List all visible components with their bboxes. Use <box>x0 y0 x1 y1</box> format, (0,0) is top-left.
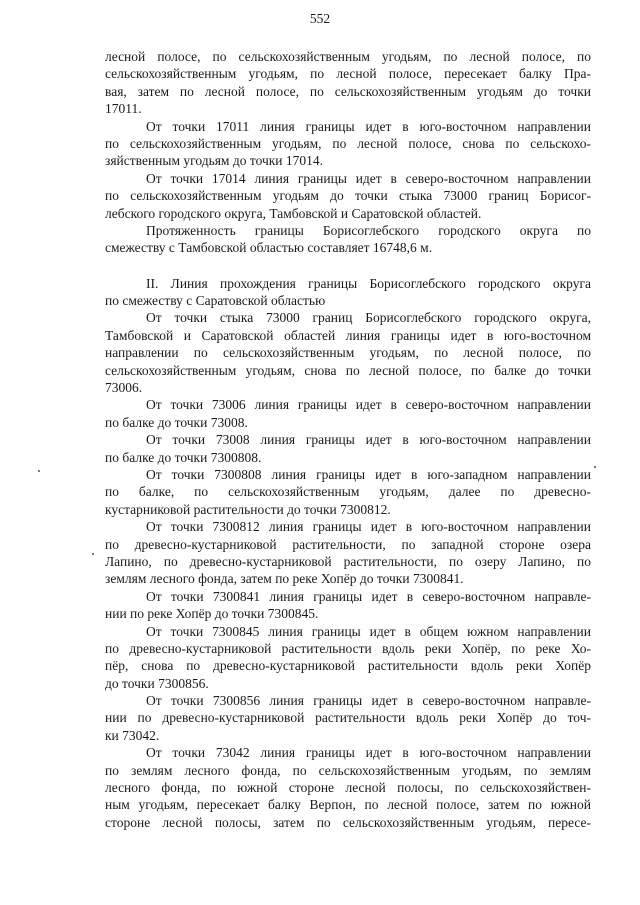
text-line: сельскохозяйственным угодьям, по лесной полосе, пересекает балку Пра- <box>105 66 591 82</box>
text-line: по балке до точки 73008. <box>105 414 248 430</box>
text-line: лесной полосе, по сельскохозяйственным угодьям, по лесной полосе, по <box>105 49 591 64</box>
text-line: нии по реке Хопёр до точки 7300845. <box>105 606 319 622</box>
paragraph <box>105 48 591 118</box>
text-line: Протяженность границы Борисоглебского городского округа по <box>146 222 591 238</box>
text-line: От точки 7300841 линия границы идет в северо-восточном направле- <box>146 588 591 604</box>
document-body <box>105 48 591 831</box>
text-line: нии по древесно-кустарниковой растительности вдоль реки Хопёр до точ- <box>105 710 591 726</box>
text-line: по смежеству с Саратовской областью <box>105 293 326 309</box>
text-line: смежеству с Тамбовской областью составляет 16748,6 м. <box>105 240 433 256</box>
text-line: лесного фонда, по южной стороне лесной полосы, по сельскохозяйствен- <box>105 780 591 796</box>
scan-speck <box>92 553 94 555</box>
text-line: кустарниковой растительности до точки 7300812. <box>105 501 391 517</box>
text-line: сельскохозяйственным угодьям, снова по лесной полосе, по балке до точки <box>105 362 591 378</box>
text-line: по сельскохозяйственным угодьям до точки стыка 73000 границ Борисог- <box>105 188 591 204</box>
paragraph <box>105 518 591 588</box>
text-line: 17011. <box>105 101 142 117</box>
text-line: II. Линия прохождения границы Борисоглебского городского округа <box>146 275 591 291</box>
text-line: по балке, по сельскохозяйственным угодьям, далее по древесно- <box>105 484 591 500</box>
page-number: 552 <box>309 11 331 26</box>
text-line: От точки 73042 линия границы идет в юго-восточном направлении <box>146 745 591 761</box>
text-line: до точки 7300856. <box>105 675 209 691</box>
text-line: вая, затем по лесной полосе, по сельскохозяйственным угодьям до точки <box>105 83 591 99</box>
text-line: землям лесного фонда, затем по реке Хопёр до точки 7300841. <box>105 571 464 587</box>
text-line: по древесно-кустарниковой растительности, по западной стороне озера <box>105 536 591 552</box>
paragraph <box>105 170 591 222</box>
text-line: по сельскохозяйственным угодьям, по лесной полосе, снова по сельскохо- <box>105 135 591 151</box>
paragraph <box>105 588 591 623</box>
paragraph <box>105 692 591 744</box>
paragraph <box>105 744 591 831</box>
paragraph <box>105 309 591 396</box>
text-line: ным угодьям, пересекает балку Верпон, по лесной полосе, затем по южной <box>105 797 591 813</box>
text-line: От точки 7300808 линия границы идет в юго-западном направлении <box>146 466 591 482</box>
text-line: Лапино, по древесно-кустарниковой растительности, по озеру Лапино, по <box>105 553 591 569</box>
text-line: От точки 7300845 линия границы идет в общем южном направлении <box>146 623 591 639</box>
text-line: От точки 7300812 линия границы идет в юго-восточном направлении <box>146 519 591 535</box>
text-line: по древесно-кустарниковой растительности вдоль реки Хопёр, по реке Хо- <box>105 640 591 656</box>
text-line: От точки 17011 линия границы идет в юго-восточном направлении <box>146 118 591 134</box>
text-line: по землям лесного фонда, по сельскохозяйственным угодьям, по землям <box>105 762 591 778</box>
text-line: ки 73042. <box>105 727 160 743</box>
text-line: 73006. <box>105 380 143 396</box>
text-line: направлении по сельскохозяйственным угодьям, по лесной полосе, по <box>105 345 591 361</box>
paragraph <box>105 222 591 257</box>
text-line: зяйственным угодьям до точки 17014. <box>105 153 324 169</box>
section-spacer <box>105 257 591 275</box>
text-line: по балке до точки 7300808. <box>105 449 262 465</box>
text-line: лебского городского округа, Тамбовской и Саратовской областей. <box>105 205 482 221</box>
text-line: От точки 73006 линия границы идет в северо-восточном направлении <box>146 397 591 413</box>
text-line: Тамбовской и Саратовской областей линия границы идет в юго-восточном <box>105 327 591 343</box>
text-line: От точки 73008 линия границы идет в юго-восточном направлении <box>146 432 591 448</box>
scan-speck <box>38 470 40 472</box>
paragraph <box>105 396 591 431</box>
text-line: От точки 17014 линия границы идет в северо-восточном направлении <box>146 170 591 186</box>
paragraph <box>105 118 591 170</box>
text-line: стороне лесной полосы, затем по сельскохозяйственным угодьям, пересе- <box>105 814 591 830</box>
text-line: От точки 7300856 линия границы идет в северо-восточном направле- <box>146 693 591 709</box>
section-heading <box>105 275 591 310</box>
scan-speck <box>594 466 596 468</box>
text-line: От точки стыка 73000 границ Борисоглебского городского округа, <box>146 310 591 326</box>
paragraph <box>105 466 591 518</box>
text-line: пёр, снова по древесно-кустарниковой растительности вдоль реки Хопёр <box>105 658 591 674</box>
paragraph <box>105 431 591 466</box>
paragraph <box>105 623 591 693</box>
